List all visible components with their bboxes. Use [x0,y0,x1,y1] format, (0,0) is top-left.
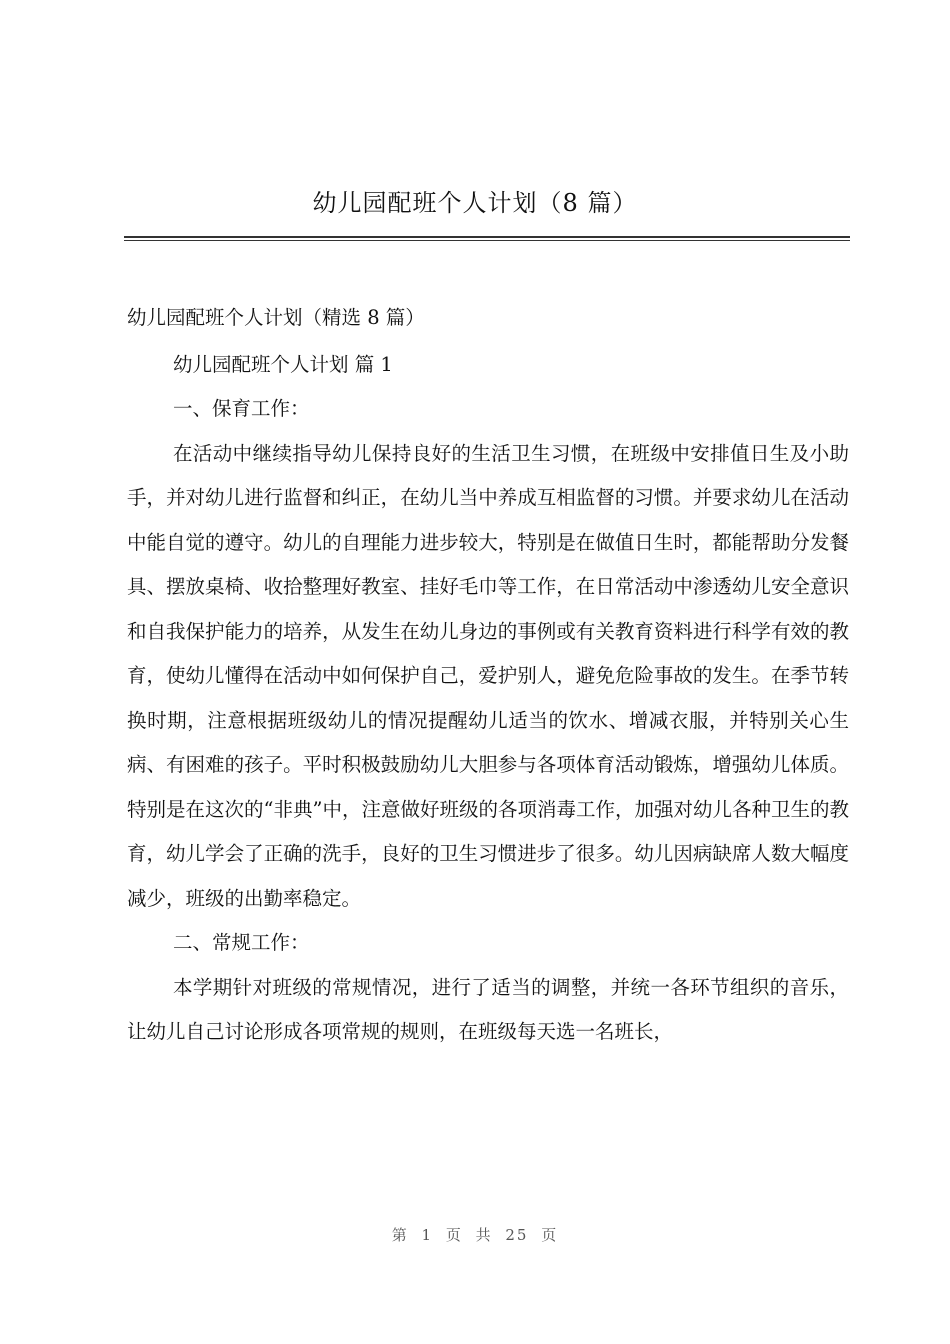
heading-routine: 二、常规工作： [173,931,310,954]
page-title: 幼儿园配班个人计划（8 篇） [312,189,638,217]
document-subtitle: 幼儿园配班个人计划（精选 8 篇） [127,306,425,329]
title-divider [124,236,850,241]
paragraph-routine: 本学期针对班级的常规情况，进行了适当的调整，并统一各环节组织的音乐，让幼儿自己讨论形成各项常规的规则，在班级每天选一名班长， [127,975,849,1043]
heading-childcare: 一、保育工作： [173,397,310,420]
page-footer: 第 1 页 共 25 页 [391,1226,559,1244]
section-heading: 幼儿园配班个人计划 篇 1 [173,352,393,376]
document-body [127,296,849,1055]
paragraph-childcare: 在活动中继续指导幼儿保持良好的生活卫生习惯，在班级中安排值日生及小助手，并对幼儿进行监督和纠正，在幼儿当中养成互相监督的习惯。并要求幼儿在活动中能自觉的遵守。幼儿的自理能力进步较大，特别是在做值日生时，都能帮助分发餐具、摆放桌椅、收拾整理好教室、挂好毛巾等工作，在日常活动中渗透幼儿安全意识和自我保护能力的培养，从发生在幼儿身边的事例或有关教育资料进行科学有效的教育，使幼儿懂得在活动中如何保护自己，爱护别人，避免危险事故的发生。在季节转换时期，注意根据班级幼儿的情况提醒幼儿适当的饮水、增减衣服，并特别关心生病、有困难的孩子。平时积极鼓励幼儿大胆参与各项体育活动锻炼，增强幼儿体质。特别是在这次的“非典”中，注意做好班级的各项消毒工作，加强对幼儿各种卫生的教育，幼儿学会了正确的洗手，良好的卫生习惯进步了很多。幼儿因病缺席人数大幅度减少，班级的出勤率稳定。 [127,441,849,910]
